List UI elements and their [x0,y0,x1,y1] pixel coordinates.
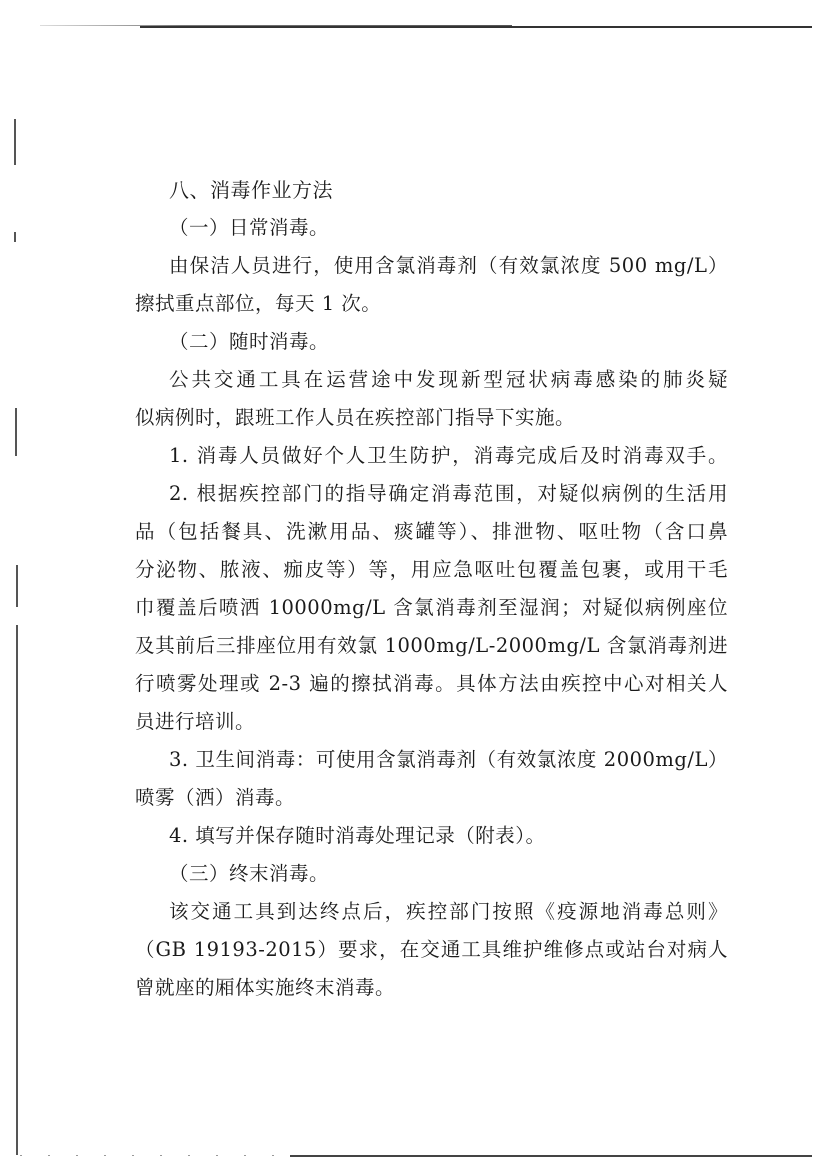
paragraph-line: 由保洁人员进行，使用含氯消毒剂（有效氯浓度 500 mg/L） [169,254,728,277]
scan-margin-mark [15,408,17,456]
scan-margin-mark [16,565,18,607]
paragraph-line: 行喷雾处理或 2-3 遍的擦拭消毒。具体方法由疾控中心对相关人 [135,672,728,695]
paragraph-line: （GB 19193-2015）要求，在交通工具维护维修点或站台对病人 [135,938,728,961]
paragraph-line: 似病例时，跟班工作人员在疾控部门指导下实施。 [135,406,576,429]
paragraph-line: 分泌物、脓液、痂皮等）等，用应急呕吐包覆盖包裹，或用干毛 [135,558,728,581]
scan-artifact-bottom-dots [20,1155,290,1156]
paragraph-line: 该交通工具到达终点后，疾控部门按照《疫源地消毒总则》 [169,900,728,923]
scan-artifact-bottom [290,1155,812,1157]
scan-artifact-top [140,26,812,28]
paragraph-line: 员进行培训。 [135,710,256,733]
subsection-title: （三）终末消毒。 [169,862,330,885]
scan-margin-mark [16,625,18,1155]
subsection-title: （一）日常消毒。 [169,216,330,239]
subsection-title: （二）随时消毒。 [169,330,330,353]
document-page [135,171,728,1007]
paragraph-line: 擦拭重点部位，每天 1 次。 [135,292,382,315]
section-heading: 八、消毒作业方法 [169,178,333,202]
list-item-4: 4. 填写并保存随时消毒处理记录（附表）。 [169,824,546,847]
paragraph-line: 曾就座的厢体实施终末消毒。 [135,976,396,999]
scan-margin-mark [14,232,16,242]
paragraph-line: 巾覆盖后喷洒 10000mg/L 含氯消毒剂至湿润；对疑似病例座位 [135,596,728,619]
paragraph-line: 品（包括餐具、洗漱用品、痰罐等）、排泄物、呕吐物（含口鼻 [135,520,728,543]
scan-margin-mark [14,119,16,165]
list-item-2: 2. 根据疾控部门的指导确定消毒范围，对疑似病例的生活用 [169,482,728,505]
paragraph-line: 公共交通工具在运营途中发现新型冠状病毒感染的肺炎疑 [169,368,728,391]
paragraph-line: 喷雾（洒）消毒。 [135,786,296,809]
paragraph-line: 及其前后三排座位用有效氯 1000mg/L-2000mg/L 含氯消毒剂进 [135,634,728,657]
list-item-1: 1. 消毒人员做好个人卫生防护，消毒完成后及时消毒双手。 [169,444,728,467]
list-item-3: 3. 卫生间消毒：可使用含氯消毒剂（有效氯浓度 2000mg/L） [169,748,728,771]
